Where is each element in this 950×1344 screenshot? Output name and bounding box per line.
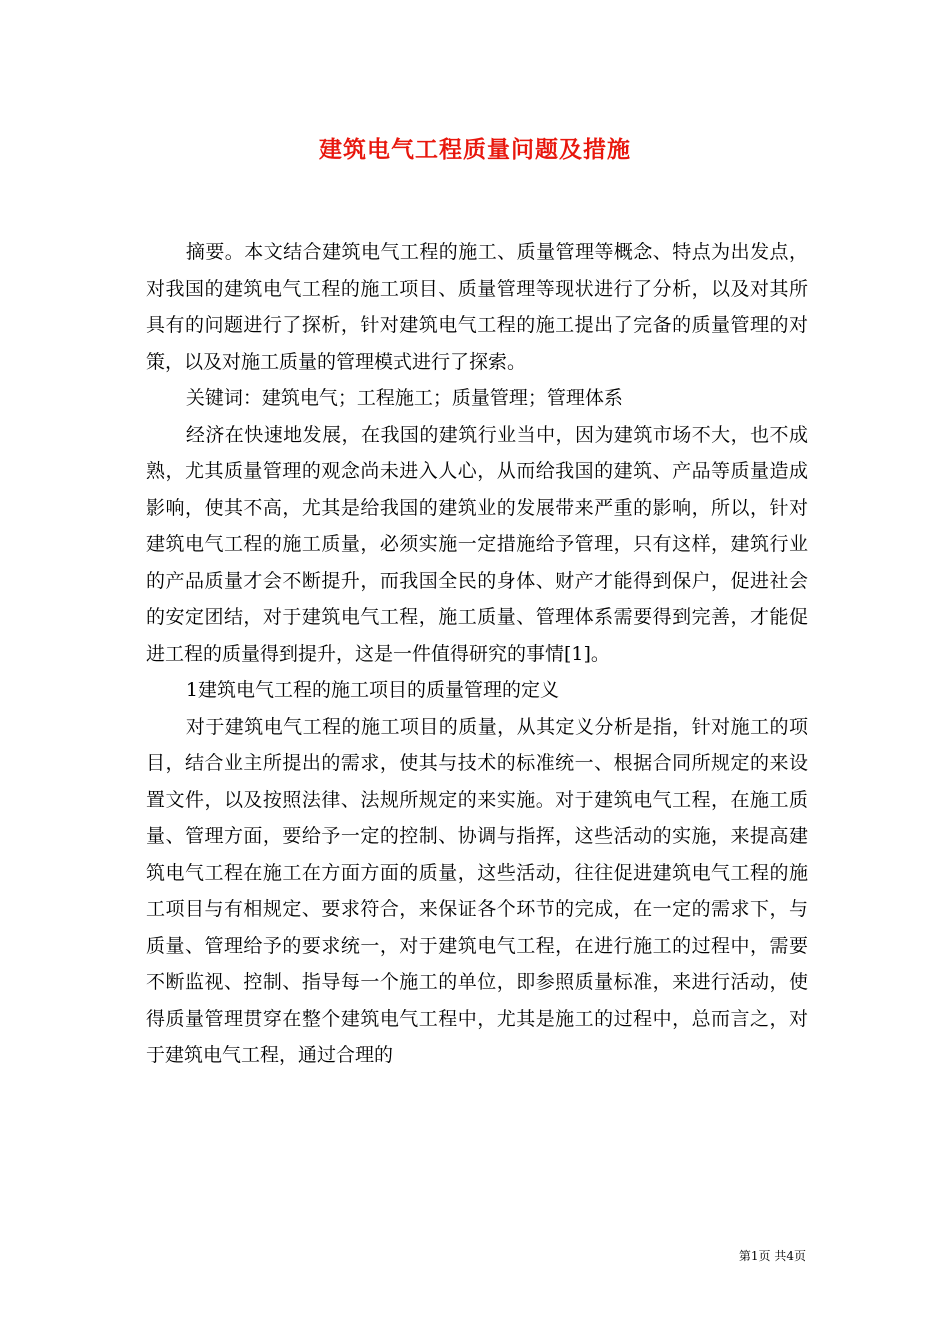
document-title: 建筑电气工程质量问题及措施: [319, 136, 631, 163]
intro-paragraph: 经济在快速地发展，在我国的建筑行业当中，因为建筑市场不大，也不成熟，尤其质量管理的观念尚未进入人心，从而给我国的建筑、产品等质量造成影响，使其不高，尤其是给我国的建筑业的发展带来严重的影响，所以，针对建筑电气工程的施工质量，必须实施一定措施给予管理，只有这样，建筑行业的产品质量才会不断提升，而我国全民的身体、财产才能得到保户，促进社会的安定团结，对于建筑电气工程，施工质量、管理体系需要得到完善，才能促进工程的质量得到提升，这是一件值得研究的事情[1]。: [146, 423, 808, 665]
keywords-paragraph: 关键词：建筑电气；工程施工；质量管理；管理体系: [185, 387, 623, 409]
document-body: [146, 234, 808, 1074]
page-number: 第1页 共4页: [738, 1249, 806, 1263]
abstract-paragraph: 摘要。本文结合建筑电气工程的施工、质量管理等概念、特点为出发点，对我国的建筑电气工程的施工项目、质量管理等现状进行了分析，以及对其所具有的问题进行了探析，针对建筑电气工程的施工提出了完备的质量管理的对策，以及对施工质量的管理模式进行了探索。: [146, 241, 808, 373]
section-paragraph: 对于建筑电气工程的施工项目的质量，从其定义分析是指，针对施工的项目，结合业主所提出的需求，使其与技术的标准统一、根据合同所规定的来设置文件，以及按照法律、法规所规定的来实施。对于建筑电气工程，在施工质量、管理方面，要给予一定的控制、协调与指挥，这些活动的实施，来提高建筑电气工程在施工在方面方面的质量，这些活动，往往促进建筑电气工程的施工项目与有相规定、要求符合，来保证各个环节的完成，在一定的需求下，与质量、管理给予的要求统一，对于建筑电气工程，在进行施工的过程中，需要不断监视、控制、指导每一个施工的单位，即参照质量标准，来进行活动，使得质量管理贯穿在整个建筑电气工程中，尤其是施工的过程中，总而言之，对于建筑电气工程，通过合理的: [146, 715, 808, 1066]
section-heading: 1建筑电气工程的施工项目的质量管理的定义: [185, 679, 559, 701]
